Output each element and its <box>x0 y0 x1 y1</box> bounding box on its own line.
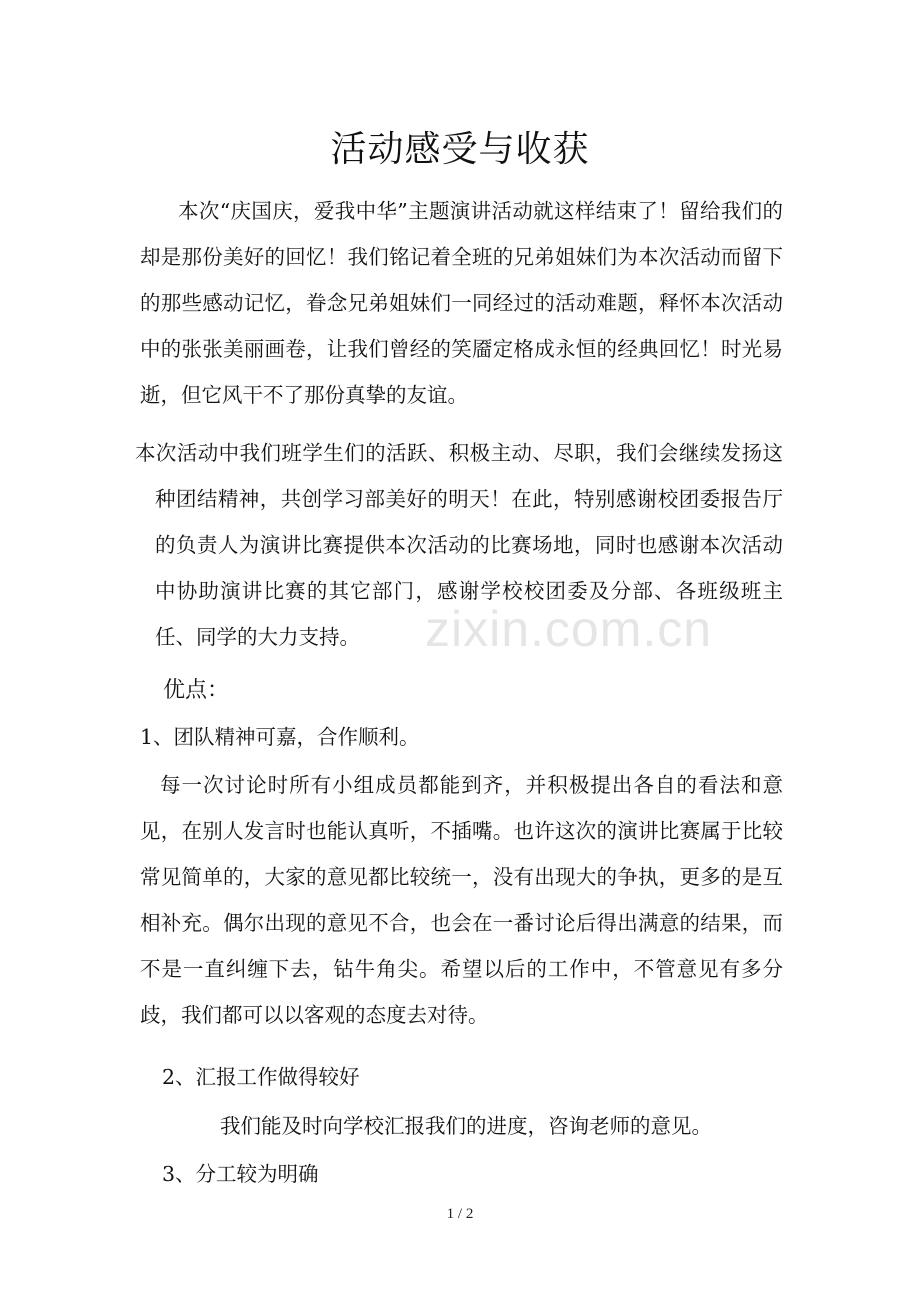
item-1-body: 每一次讨论时所有小组成员都能到齐，并积极提出各自的看法和意见，在别人发言时也能认真听，不插嘴。也许这次的演讲比赛属于比较常见简单的，大家的意见都比较统一，没有出现大的争执，更多的是互相补充。偶尔出现的意见不合，也会在一番讨论后得出满意的结果，而不是一直纠缠下去，钻牛角尖。希望以后的工作中，不管意见有多分歧，我们都可以以客观的态度去对待。 <box>140 773 783 1027</box>
watermark: zixin.com.cn <box>425 601 713 657</box>
advantages-heading: 优点： <box>163 678 230 703</box>
item-2-body: 我们能及时向学校汇报我们的进度，咨询老师的意见。 <box>220 1114 712 1138</box>
paragraph-summary: 本次“庆国庆，爱我中华”主题演讲活动就这样结束了！留给我们的却是那份美好的回忆！我们铭记着全班的兄弟姐妹们为本次活动而留下的那些感动记忆，眷念兄弟姐妹们一同经过的活动难题，释怀本次活动中的张张美丽画卷，让我们曾经的笑靥定格成永恒的经典回忆！时光易逝，但它风干不了那份真挚的友谊。 <box>140 199 783 407</box>
page-title: 活动感受与收获 <box>330 129 590 170</box>
item-3-heading: 3、分工较为明确 <box>162 1162 319 1186</box>
item-1-heading: 1、团队精神可嘉，合作顺利。 <box>140 725 420 749</box>
page-number: 1 / 2 <box>446 1206 474 1222</box>
item-2-heading: 2、汇报工作做得较好 <box>162 1065 360 1089</box>
paragraph-thanks: 本次活动中我们班学生们的活跃、积极主动、尽职，我们会继续发扬这种团结精神，共创学习部美好的明天！在此，特别感谢校团委报告厅的负责人为演讲比赛提供本次活动的比赛场地，同时也感谢本次活动中协助演讲比赛的其它部门，感谢学校校团委及分部、各班级班主任、同学的大力支持。 <box>135 441 783 649</box>
